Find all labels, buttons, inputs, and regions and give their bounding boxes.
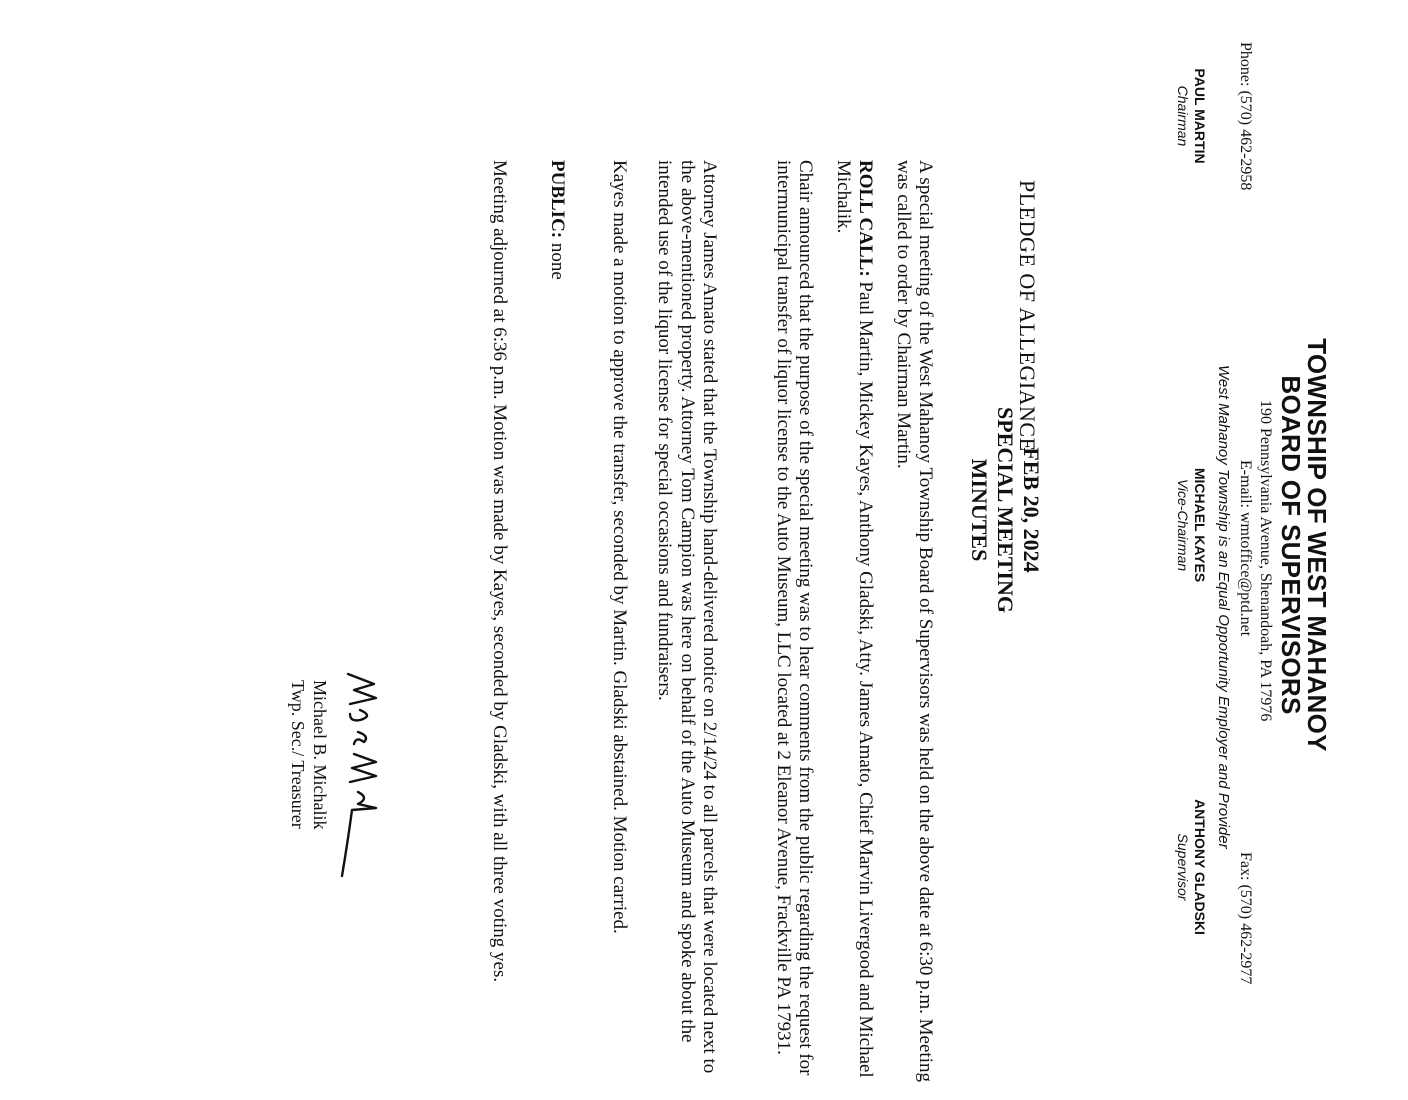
roll-call-label: ROLL CALL: — [855, 160, 876, 277]
board-title: BOARD OF SUPERVISORS — [1276, 375, 1306, 715]
adjourned-paragraph: Meeting adjourned at 6:36 p.m. Motion was made by Kayes, seconded by Gladski, with all three voting yes. — [489, 160, 510, 983]
intro-paragraph: A special meeting of the West Mahanoy Township Board of Supervisors was held on the above date at 6:30 p.m. Meeting was called to order by Chairman Martin. — [892, 160, 936, 1082]
officer-role: Chairman — [1175, 85, 1192, 147]
officer-name: PAUL MARTIN — [1192, 68, 1208, 164]
public-label: PUBLIC: — [547, 160, 568, 239]
roll-call-paragraph — [831, 160, 876, 1100]
officer-name: MICHAEL KAYES — [1192, 467, 1208, 583]
officer-role: Supervisor — [1175, 833, 1192, 901]
motion-paragraph: Kayes made a motion to approve the transfer, seconded by Martin. Gladski abstained. Motion carried. — [609, 160, 630, 934]
meeting-doc-title: MINUTES — [967, 458, 992, 562]
township-address: 190 Pennsylvania Avenue, Shenandoah, PA 17976 — [1257, 400, 1274, 722]
pledge-of-allegiance: PLEDGE OF ALLEGIANCE — [1015, 180, 1040, 452]
public-text: none — [547, 238, 568, 280]
public-paragraph — [546, 160, 568, 1100]
township-title: TOWNSHIP OF WEST MAHANOY — [1302, 338, 1332, 752]
roll-call-text: Paul Martin, Mickey Kayes, Anthony Gladski, Atty. James Amato, Chief Marvin Livergood and Michael Michalik. — [832, 160, 876, 1078]
township-fax: Fax: (570) 462-2977 — [1237, 852, 1254, 985]
officer-role: Vice-Chairman — [1175, 478, 1192, 572]
signatory-name: Michael B. Michalik — [310, 680, 330, 830]
purpose-paragraph: Chair announced that the purpose of the special meeting was to hear comments from the public regarding the request for intermunicipal transfer of liquor license to the Auto Museum, LLC located at 2 Eleanor Avenue, Frackville PA 17931. — [772, 160, 816, 1076]
township-email: E-mail: wmtoffice@ptd.net — [1237, 460, 1254, 637]
minutes-page — [288, 20, 1340, 1082]
officer-supervisor — [1175, 792, 1208, 942]
meeting-type: SPECIAL MEETING — [993, 407, 1018, 613]
officer-vice-chairman — [1175, 460, 1208, 590]
township-phone: Phone: (570) 462-2958 — [1237, 42, 1254, 191]
attorney-paragraph: Attorney James Amato stated that the Township hand-delivered notice on 2/14/24 to all parcels that were located next to the above-mentioned property. Attorney Tom Campion was here on behalf of the Auto Museum and spoke about the intended use of the liquor license for special occasions and fundraisers. — [654, 160, 720, 1074]
officer-name: ANTHONY GLADSKI — [1192, 799, 1208, 935]
equal-opportunity-statement: West Mahanoy Township is an Equal Opportunity Employer and Provider — [1215, 365, 1232, 849]
officer-chairman — [1175, 56, 1208, 176]
handwritten-signature — [328, 670, 388, 880]
meeting-date: FEB 20, 2024 — [1019, 447, 1044, 573]
signatory-title: Twp. Sec./ Treasurer — [288, 680, 308, 829]
